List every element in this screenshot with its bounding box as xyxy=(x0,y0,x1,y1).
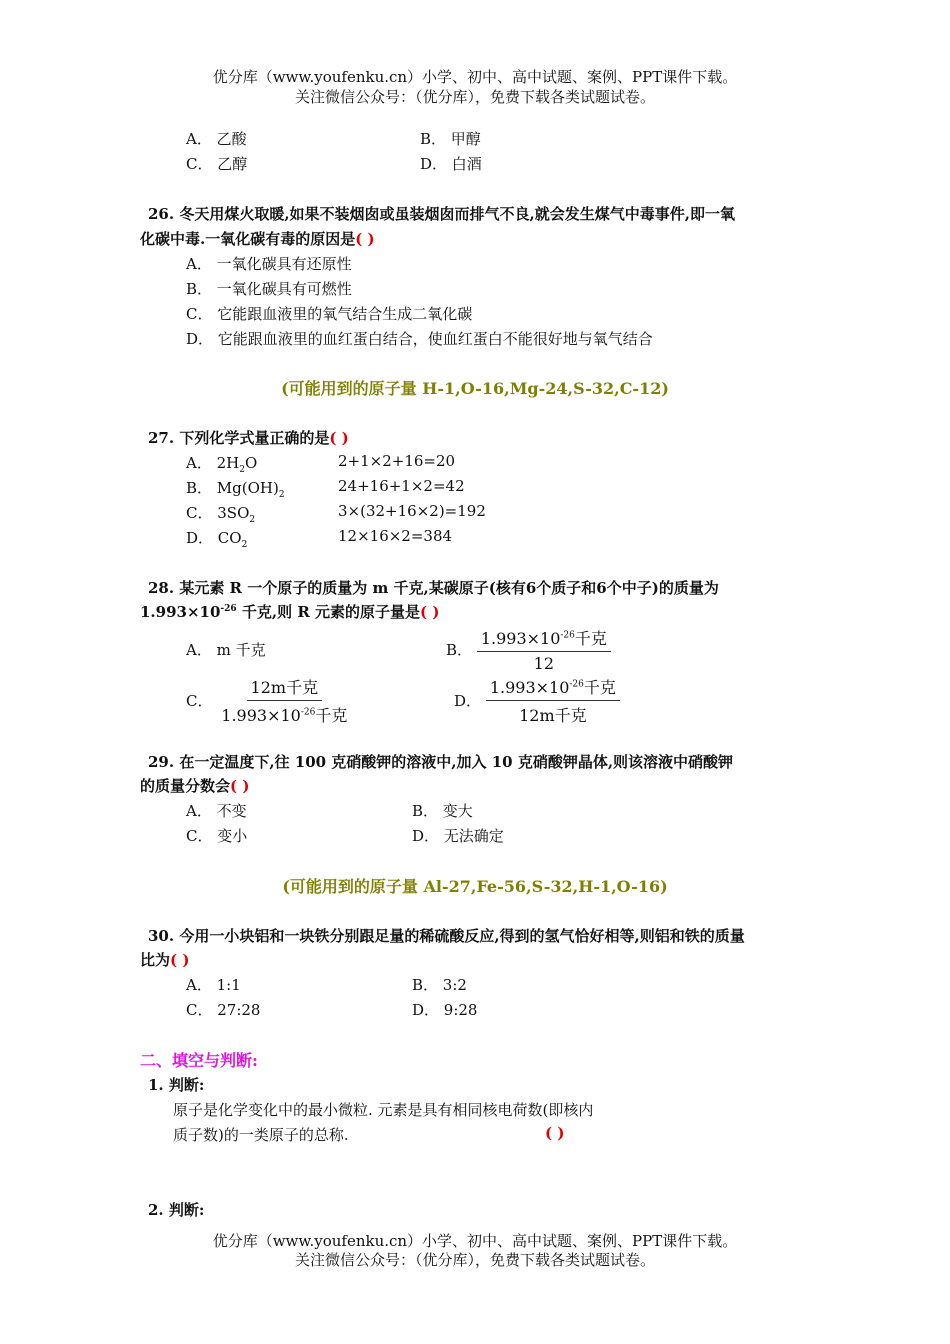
q28-option-c-fraction: $\frac{\text{12m千克}}{1.993\times 10^{-26}千克}$ xyxy=(217,675,351,726)
q29-option-c: C． 变小 xyxy=(186,827,248,845)
q29-stem-line-2: 的质量分数会( ) xyxy=(140,777,250,795)
q27-option-d-calc: 12×16×2=384 xyxy=(338,527,453,545)
judge-1-title: 1. 判断: xyxy=(148,1076,205,1094)
q30-stem-line-2: 比为( ) xyxy=(140,951,190,969)
q26-stem-text: 化碳中毒.一氧化碳有毒的原因是 xyxy=(140,230,356,248)
footer-line-2: 关注微信公众号：（优分库），免费下载各类试题试卷。 xyxy=(294,1251,655,1269)
q27-stem xyxy=(148,427,349,448)
q28-option-c: C． $\frac{\text{12m千克}}{1.993\times 10^{-26}千克}$ xyxy=(186,675,351,726)
q26-stem-line-2 xyxy=(140,228,375,249)
q27-answer-paren: ( ) xyxy=(329,429,349,447)
judge-1-line-1: 原子是化学变化中的最小微粒. 元素是具有相同核电荷数(即核内 xyxy=(173,1101,594,1119)
header-line-2: 关注微信公众号：（优分库），免费下载各类试题试卷。 xyxy=(294,88,655,106)
q28-stem-line-1: 28. 某元素 R 一个原子的质量为 m 千克,某碳原子(核有6个质子和6个中子)的质量为 xyxy=(148,579,719,597)
part2-title: 二、填空与判断: xyxy=(140,1051,258,1070)
q27-option-a-calc: 2+1×2+16=20 xyxy=(338,452,456,470)
q27-option-d-formula: D． $CO_2$ xyxy=(186,529,248,550)
q29-option-a: A． 不变 xyxy=(186,802,247,820)
judge-2-title: 2. 判断: xyxy=(148,1201,205,1219)
q26-option-b: B． 一氧化碳具有可燃性 xyxy=(186,280,352,298)
q25-option-b: B． 甲醇 xyxy=(420,130,481,148)
q29-answer-paren: ( ) xyxy=(230,777,250,795)
q28-answer-paren: ( ) xyxy=(420,603,440,621)
footer-line-1: 优分库（www.youfenku.cn）小学、初中、高中试题、案例、PPT课件下载。 xyxy=(212,1232,738,1250)
atomic-mass-note-1: (可能用到的原子量 H-1,O-16,Mg-24,S-32,C-12) xyxy=(281,379,669,398)
atomic-mass-note-2: (可能用到的原子量 Al-27,Fe-56,S-32,H-1,O-16) xyxy=(282,877,668,896)
q30-stem-line-1: 30. 今用一小块铝和一块铁分别跟足量的稀硫酸反应,得到的氢气恰好相等,则铝和铁的质量 xyxy=(148,927,745,945)
q29-stem-line-1: 29. 在一定温度下,往 100 克硝酸钾的溶液中,加入 10 克硝酸钾晶体,则该溶液中硝酸钾 xyxy=(148,753,734,771)
q26-option-d: D． 它能跟血液里的血红蛋白结合，使血红蛋白不能很好地与氧气结合 xyxy=(186,330,653,348)
q26-stem-line-1: 26. 冬天用煤火取暖,如果不装烟囱或虽装烟囱而排气不良,就会发生煤气中毒事件,即一氧 xyxy=(148,205,735,223)
q25-option-d: D． 白酒 xyxy=(420,155,482,173)
q28-stem-line-2: $1.993\times 10^{-26}$ 千克,则 R 元素的原子量是( ) xyxy=(140,603,440,621)
q27-option-b-formula: B． $Mg(OH)_2$ xyxy=(186,479,285,500)
q27-option-b-calc: 24+16+1×2=42 xyxy=(338,477,465,495)
q26-answer-paren: ( ) xyxy=(355,230,375,248)
q26-option-c: C． 它能跟血液里的氧气结合生成二氧化碳 xyxy=(186,305,473,323)
q29-option-b: B． 变大 xyxy=(412,802,473,820)
q28-option-d-fraction: $\frac{1.993\times 10^{-26}千克}{\text{12m千克}}$ xyxy=(486,675,620,726)
q28-option-b-fraction: $\frac{1.993\times 10^{-26}千克}{12}$ xyxy=(477,626,611,673)
q28-option-a: A． m 千克 xyxy=(186,641,266,659)
q25-option-c: C． 乙醇 xyxy=(186,155,248,173)
q27-option-a-formula: A． $2H_2O$ xyxy=(186,454,258,475)
q30-answer-paren: ( ) xyxy=(170,951,190,969)
q30-option-d: D． 9:28 xyxy=(412,1001,478,1019)
judge-1-answer-paren: ( ) xyxy=(545,1124,565,1142)
q29-option-d: D． 无法确定 xyxy=(412,827,504,845)
q28-option-b: B． $\frac{1.993\times 10^{-26}千克}{12}$ xyxy=(446,626,611,673)
q27-option-c-formula: C． $3SO_2$ xyxy=(186,504,256,525)
q26-option-a: A． 一氧化碳具有还原性 xyxy=(186,255,352,273)
q27-stem-text: 27. 下列化学式量正确的是 xyxy=(148,429,330,447)
q28-option-d: D． $\frac{1.993\times 10^{-26}千克}{\text{12m千克}}$ xyxy=(454,675,620,726)
q30-option-c: C． 27:28 xyxy=(186,1001,261,1019)
judge-1-line-2: 质子数)的一类原子的总称. xyxy=(173,1126,349,1144)
q27-option-c-calc: 3×(32+16×2)=192 xyxy=(338,502,486,520)
header-line-1: 优分库（www.youfenku.cn）小学、初中、高中试题、案例、PPT课件下载。 xyxy=(212,68,738,86)
q30-option-b: B． 3:2 xyxy=(412,976,467,994)
q25-option-a: A． 乙酸 xyxy=(186,130,247,148)
q30-option-a: A． 1:1 xyxy=(186,976,241,994)
